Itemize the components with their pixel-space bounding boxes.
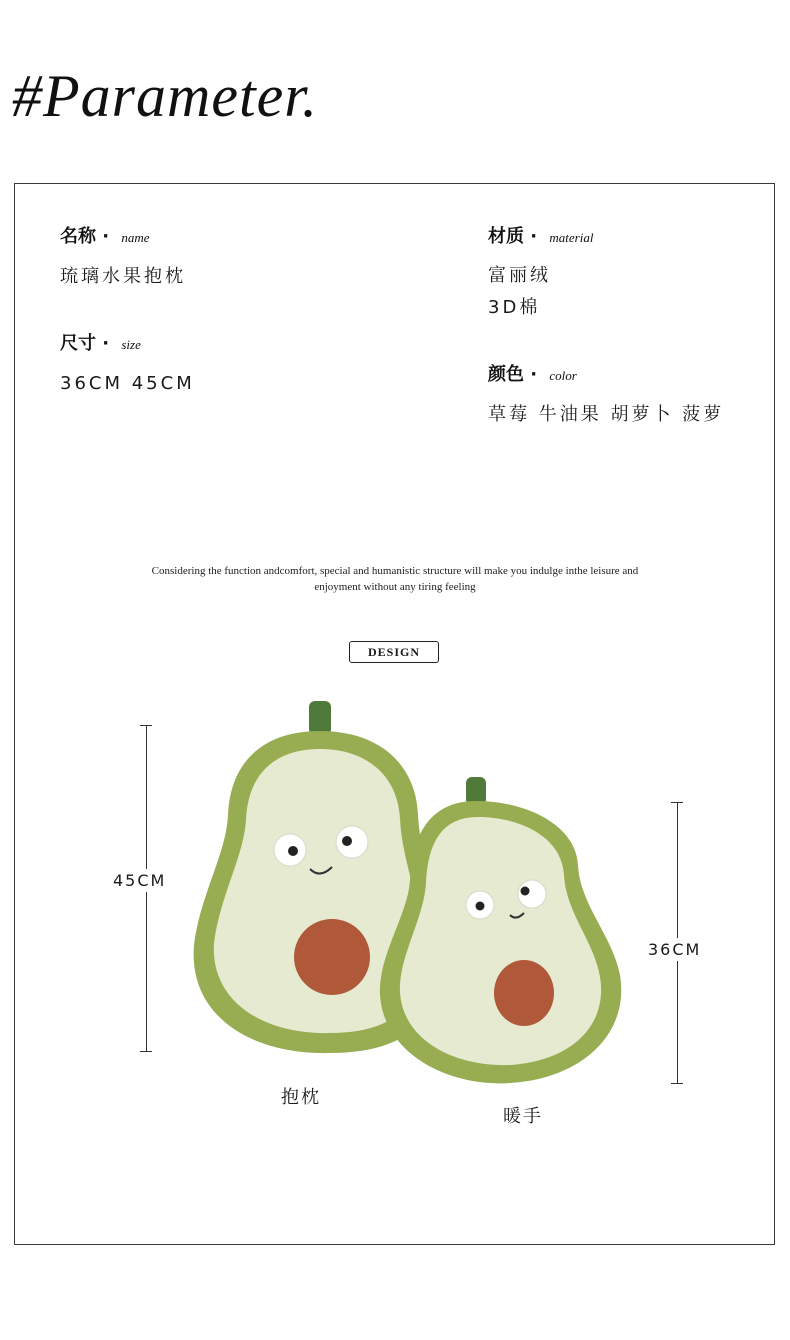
- param-material-value: 富丽绒: [488, 265, 551, 286]
- param-size-label-cn: 尺寸: [60, 333, 96, 354]
- small-avocado-pit: [494, 960, 554, 1026]
- product-label-pillow: 抱枕: [281, 1087, 321, 1108]
- dim-left-label: 45CM: [113, 871, 167, 890]
- product-label-hand-warmer: 暖手: [503, 1106, 543, 1127]
- param-color-label: 颜色 · color: [488, 364, 577, 385]
- param-material: [488, 222, 593, 324]
- large-avocado-stem: [309, 701, 331, 735]
- param-name: [60, 222, 186, 294]
- design-description-line: enjoyment without any tiring feeling: [314, 581, 476, 593]
- large-avocado-pupil-left: [288, 846, 298, 856]
- param-material-value: 3D棉: [488, 297, 541, 318]
- dim-right-bottom-cap: [671, 1083, 683, 1084]
- param-material-values: [488, 260, 593, 324]
- design-description: [0, 563, 790, 595]
- param-material-label-cn: 材质: [488, 226, 524, 247]
- param-name-label: 名称 · name: [60, 226, 150, 247]
- param-name-label-cn: 名称: [60, 226, 96, 247]
- param-color-value: 草莓 牛油果 胡萝卜 菠萝: [488, 404, 725, 425]
- small-avocado-pupil-right: [521, 887, 530, 896]
- design-description-line: Considering the function andcomfort, special and humanistic structure will make you indulge inthe leisure and: [151, 565, 639, 577]
- dim-right-label: 36CM: [648, 940, 702, 959]
- large-avocado-pit: [294, 919, 370, 995]
- param-name-label-en: name: [121, 230, 150, 245]
- small-avocado-pupil-left: [476, 902, 485, 911]
- dim-left-bottom-cap: [140, 1051, 152, 1052]
- design-badge: DESIGN: [349, 641, 439, 663]
- param-color-label-en: color: [549, 368, 577, 383]
- param-size-label-en: size: [121, 337, 141, 352]
- large-avocado-pupil-right: [342, 836, 352, 846]
- page-title: #Parameter.: [12, 63, 318, 129]
- param-size-value: 36CM 45CM: [60, 373, 195, 394]
- param-size: [60, 329, 195, 401]
- avocado-plush-illustration: [180, 695, 640, 1095]
- small-avocado-stem: [466, 777, 486, 805]
- param-name-value: 琉璃水果抱枕: [60, 266, 186, 287]
- param-size-label: 尺寸 · size: [60, 333, 141, 354]
- param-color-label-cn: 颜色: [488, 364, 524, 385]
- param-material-label-en: material: [549, 230, 594, 245]
- param-color: [488, 360, 724, 432]
- large-avocado-eye-right: [336, 826, 368, 858]
- param-material-label: 材质 · material: [488, 226, 594, 247]
